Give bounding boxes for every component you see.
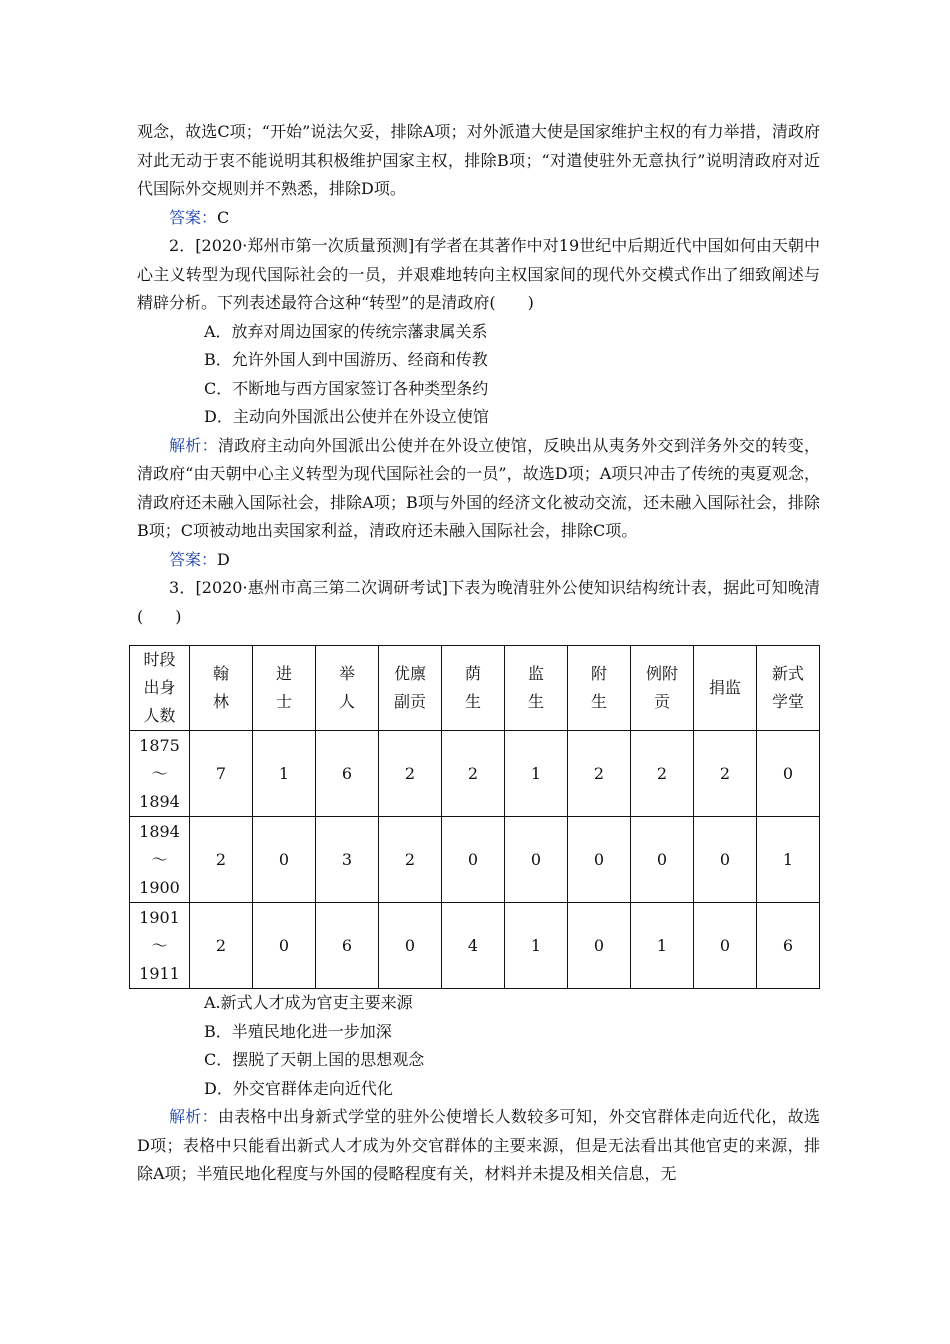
- q3-option-b: B．半殖民地化进一步加深: [204, 1021, 392, 1041]
- value-cell: 0: [694, 903, 757, 989]
- period-cell: 1894 ～ 1900: [130, 817, 190, 903]
- q2-analysis: [137, 432, 820, 546]
- value-cell: 0: [379, 903, 442, 989]
- column-header: 新式 学堂: [757, 646, 820, 731]
- period-cell: 1875 ～ 1894: [130, 731, 190, 817]
- value-cell: 0: [253, 817, 316, 903]
- q2-answer: [137, 546, 820, 575]
- table-row: [130, 731, 820, 817]
- answer-label: 答案：: [169, 207, 218, 227]
- column-header: 进 士: [253, 646, 316, 731]
- value-cell: 6: [316, 731, 379, 817]
- value-cell: 0: [568, 817, 631, 903]
- column-header: 荫 生: [442, 646, 505, 731]
- value-cell: 0: [505, 817, 568, 903]
- q2-stem: 2．[2020·郑州市第一次质量预测]有学者在其著作中对19世纪中后期近代中国如何由天朝中心主义转型为现代国际社会的一员，并艰难地转向主权国家间的现代外交模式作出了细致阐述与精辟分析。下列表述最符合这种“转型”的是清政府( ): [137, 236, 820, 312]
- table-header-row: [130, 646, 820, 731]
- analysis-label: 解析：: [169, 435, 218, 455]
- value-cell: 1: [757, 817, 820, 903]
- value-cell: 7: [190, 731, 253, 817]
- value-cell: 2: [442, 731, 505, 817]
- table-row: [130, 903, 820, 989]
- q3-option-d: D．外交官群体走向近代化: [204, 1078, 393, 1098]
- q2-option-c: C．不断地与西方国家签订各种类型条约: [204, 378, 489, 398]
- analysis-label: 解析：: [169, 1107, 218, 1126]
- document-page: [137, 118, 820, 1189]
- value-cell: 2: [190, 817, 253, 903]
- value-cell: 0: [694, 817, 757, 903]
- envoy-stats-table: [129, 645, 820, 989]
- q2-option-b: B．允许外国人到中国游历、经商和传教: [204, 350, 488, 369]
- column-header: 捐监: [694, 646, 757, 731]
- value-cell: 1: [253, 731, 316, 817]
- corner-cell: 时段 出身 人数: [130, 646, 190, 731]
- value-cell: 0: [442, 817, 505, 903]
- table-row: [130, 817, 820, 903]
- value-cell: 2: [190, 903, 253, 989]
- value-cell: 0: [757, 731, 820, 817]
- column-header: 例附 贡: [631, 646, 694, 731]
- value-cell: 0: [253, 903, 316, 989]
- analysis-text: 清政府主动向外国派出公使并在外设立使馆，反映出从夷务外交到洋务外交的转变，清政府“由天朝中心主义转型为现代国际社会的一员”，故选D项；A项只冲击了传统的夷夏观念，清政府还未融入国际社会，排除A项；B项与外国的经济文化被动交流，还未融入国际社会，排除B项；C项被动地出卖国家利益，清政府还未融入国际社会，排除C项。: [137, 435, 820, 540]
- column-header: 附 生: [568, 646, 631, 731]
- q3-stem: 3．[2020·惠州市高三第二次调研考试]下表为晚清驻外公使知识结构统计表，据此可知晚清( ): [137, 578, 820, 626]
- value-cell: 2: [694, 731, 757, 817]
- q3-option-a: A.新式人才成为官吏主要来源: [204, 993, 413, 1012]
- value-cell: 4: [442, 903, 505, 989]
- q2-option-d: D．主动向外国派出公使并在外设立使馆: [204, 407, 489, 426]
- column-header: 翰 林: [190, 646, 253, 731]
- value-cell: 1: [505, 903, 568, 989]
- q1-answer: [137, 204, 820, 233]
- answer-label: 答案：: [169, 549, 218, 569]
- column-header: 监 生: [505, 646, 568, 731]
- value-cell: 2: [568, 731, 631, 817]
- value-cell: 2: [379, 817, 442, 903]
- value-cell: 3: [316, 817, 379, 903]
- intro-paragraph: 观念，故选C项；“开始”说法欠妥，排除A项；对外派遣大使是国家维护主权的有力举措，清政府对此无动于衷不能说明其积极维护国家主权，排除B项；“对遣使驻外无意执行”说明清政府对近代国际外交规则并不熟悉，排除D项。: [137, 122, 820, 198]
- answer-value: D: [217, 549, 230, 569]
- value-cell: 1: [631, 903, 694, 989]
- q3-option-c: C．摆脱了天朝上国的思想观念: [204, 1050, 425, 1069]
- value-cell: 0: [568, 903, 631, 989]
- answer-value: C: [217, 207, 230, 227]
- value-cell: 6: [757, 903, 820, 989]
- value-cell: 2: [631, 731, 694, 817]
- column-header: 举 人: [316, 646, 379, 731]
- value-cell: 1: [505, 731, 568, 817]
- analysis-text: 由表格中出身新式学堂的驻外公使增长人数较多可知，外交官群体走向近代化，故选D项；表格中只能看出新式人才成为外交官群体的主要来源，但是无法看出其他官吏的来源，排除A项；半殖民地化程度与外国的侵略程度有关，材料并未提及相关信息，无: [137, 1107, 820, 1183]
- column-header: 优廪 副贡: [379, 646, 442, 731]
- value-cell: 0: [631, 817, 694, 903]
- period-cell: 1901 ～ 1911: [130, 903, 190, 989]
- q2-option-a: A．放弃对周边国家的传统宗藩隶属关系: [204, 321, 488, 341]
- value-cell: 2: [379, 731, 442, 817]
- q3-analysis: [137, 1103, 820, 1189]
- value-cell: 6: [316, 903, 379, 989]
